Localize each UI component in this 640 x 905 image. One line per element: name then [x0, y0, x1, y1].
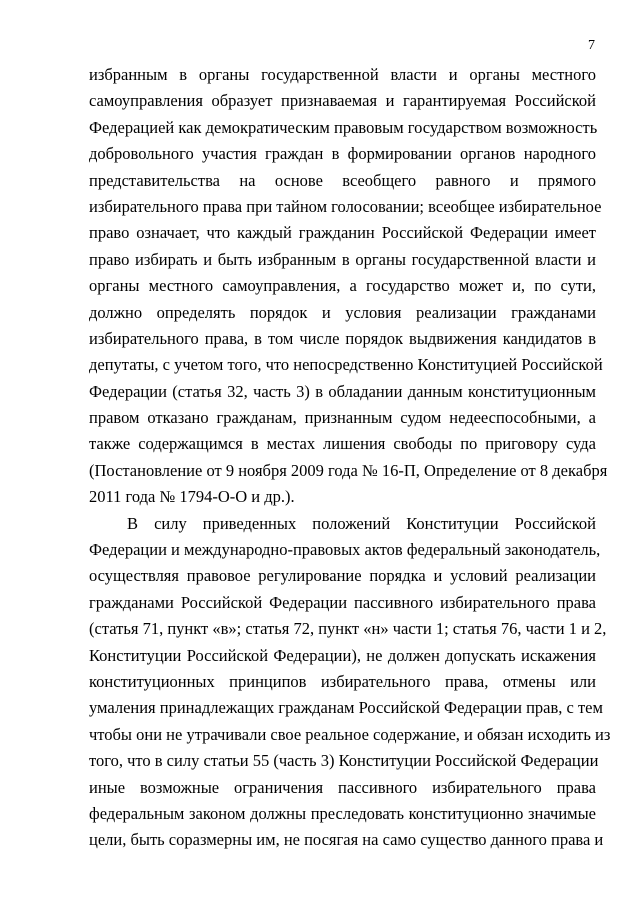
text-line: Федерации (статья 32, часть 3) в обладании данным конституционным: [89, 381, 596, 401]
page-number: 7: [588, 38, 595, 53]
text-line: чтобы они не утрачивали свое реальное содержание, и обязан исходить из: [89, 724, 611, 744]
text-line: осуществляя правовое регулирование порядка и условий реализации: [89, 566, 596, 586]
text-line: Федерации и международно-правовых актов федеральный законодатель,: [89, 540, 601, 560]
text-line: конституционных принципов избирательного права, отмены или: [89, 671, 596, 691]
text-line: иные возможные ограничения пассивного избирательного права: [89, 777, 596, 797]
text-line: избирательного права, в том числе порядок выдвижения кандидатов в: [89, 328, 596, 348]
text-line: (Постановление от 9 ноября 2009 года № 16-П, Определение от 8 декабря: [89, 460, 608, 480]
paragraph-1: [89, 62, 608, 511]
text-line: депутаты, с учетом того, что непосредственно Конституцией Российской: [89, 355, 603, 375]
text-line: право означает, что каждый гражданин Российской Федерации имеет: [89, 223, 596, 243]
document-body: [89, 62, 611, 854]
text-line: В силу приведенных положений Конституции Российской: [127, 513, 596, 533]
text-line: избирательного права при тайном голосовании; всеобщее избирательное: [89, 196, 602, 216]
text-line: федеральным законом должны преследовать конституционно значимые: [89, 803, 596, 823]
text-line: должно определять порядок и условия реализации гражданами: [89, 302, 596, 322]
text-line: органы местного самоуправления, а государство может и, по сути,: [89, 276, 596, 296]
text-line: 2011 года № 1794-О-О и др.).: [89, 487, 295, 507]
text-line: представительства на основе всеобщего равного и прямого: [89, 170, 596, 190]
text-line: (статья 71, пункт «в»; статья 72, пункт «н» части 1; статья 76, части 1 и 2,: [89, 619, 607, 639]
text-line: добровольного участия граждан в формировании органов народного: [89, 144, 596, 164]
text-line: Конституции Российской Федерации), не должен допускать искажения: [89, 645, 596, 665]
text-line: гражданами Российской Федерации пассивного избирательного права: [89, 592, 596, 612]
text-line: того, что в силу статьи 55 (часть 3) Конституции Российской Федерации: [89, 751, 599, 771]
text-line: Федерацией как демократическим правовым государством возможность: [89, 117, 598, 137]
text-line: цели, быть соразмерны им, не посягая на само существо данного права и: [89, 830, 604, 850]
paragraph-2: [89, 511, 611, 854]
text-line: избранным в органы государственной власти и органы местного: [89, 65, 596, 84]
text-line: правом отказано гражданам, признанным судом недееспособными, а: [89, 408, 596, 428]
text-line: самоуправления образует признаваемая и гарантируемая Российской: [89, 91, 596, 111]
text-line: также содержащимся в местах лишения свободы по приговору суда: [89, 434, 596, 454]
text-line: право избирать и быть избранным в органы государственной власти и: [89, 249, 596, 269]
text-line: умаления принадлежащих гражданам Российской Федерации прав, с тем: [89, 698, 603, 718]
